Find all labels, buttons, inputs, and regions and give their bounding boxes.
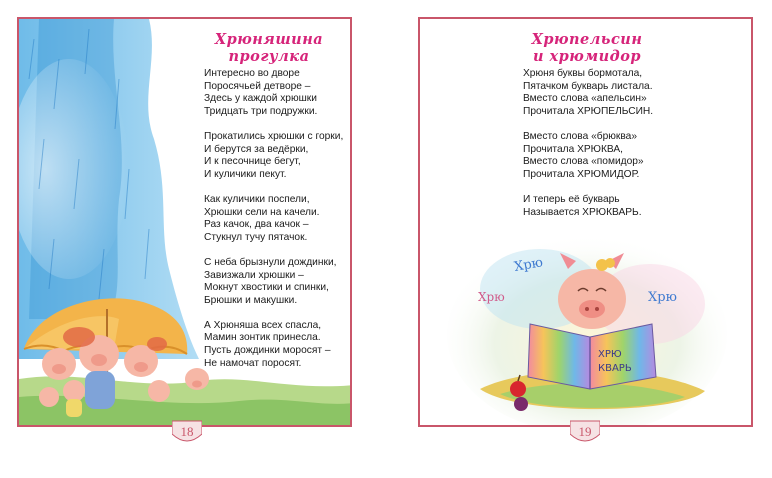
poem-line: Прочитала ХРЮМИДОР. [523, 168, 640, 180]
poem-line: Здесь у каждой хрюшки [204, 93, 317, 105]
poem-line: С неба брызнули дождинки, [204, 256, 337, 268]
stanza [204, 131, 352, 181]
left-page-poem [204, 68, 352, 383]
poem-line: Вместо слова «помидор» [523, 156, 644, 168]
poem-line: Пятачком букварь листала. [523, 80, 653, 92]
stanza [204, 194, 352, 244]
poem-line: Интересно во дворе [204, 68, 300, 79]
poem-line: Хрюня буквы бормотала, [523, 68, 643, 79]
left-page-title: Хрюняшина прогулка [214, 31, 324, 65]
left-page [17, 17, 352, 427]
stanza [204, 320, 352, 370]
stanza [523, 194, 703, 219]
stanza [204, 68, 352, 118]
poem-line: И теперь её букварь [523, 193, 620, 205]
stanza [204, 257, 352, 307]
poem-line: Пусть дождинки моросят – [204, 345, 331, 357]
right-page [418, 17, 753, 427]
poem-line: Тридцать три подружки. [204, 105, 318, 117]
poem-line: А Хрюняша всех спасла, [204, 319, 322, 331]
book-letters-bottom: КВАРЬ [598, 363, 632, 374]
poem-line: Как куличики поспели, [204, 193, 310, 205]
poem-line: Стукнул тучу пятачок. [204, 231, 308, 243]
poem-line: Прокатились хрюшки с горки, [204, 130, 344, 142]
poem-line: Мамин зонтик принесла. [204, 332, 321, 344]
poem-line: Не намочат поросят. [204, 357, 302, 369]
floating-letters: Хрю [648, 290, 677, 305]
book-letters-top: ХРЮ [598, 349, 622, 360]
poem-line: Прочитала ХРЮКВА, [523, 143, 623, 155]
poem-line: Мокнут хвостики и спинки, [204, 282, 329, 294]
poem-line: Брюшки и макушки. [204, 294, 298, 306]
stanza [523, 68, 703, 118]
poem-line: Завизжали хрюшки – [204, 269, 304, 281]
poem-line: Раз качок, два качок – [204, 219, 309, 231]
poem-line: Называется ХРЮКВАРЬ. [523, 206, 642, 218]
poem-line: Вместо слова «брюква» [523, 130, 637, 142]
poem-line: Прочитала ХРЮПЕЛЬСИН. [523, 105, 654, 117]
right-page-title: Хрюпельсин и хрюмидор [531, 31, 643, 65]
poem-line: Вместо слова «апельсин» [523, 93, 647, 105]
stanza [523, 131, 703, 181]
poem-line: И берутся за ведёрки, [204, 143, 309, 155]
poem-line: И к песочнице бегут, [204, 156, 301, 168]
poem-line: Хрюшки сели на качели. [204, 206, 320, 218]
poem-line: И куличики пекут. [204, 168, 287, 180]
right-page-poem [523, 68, 703, 232]
page-number-right: 19 [570, 420, 600, 446]
poem-line: Поросячьей детворе – [204, 80, 311, 92]
page-number-left: 18 [172, 420, 202, 446]
floating-letters: Хрю [513, 255, 545, 275]
floating-letters: Хрю [478, 290, 505, 304]
